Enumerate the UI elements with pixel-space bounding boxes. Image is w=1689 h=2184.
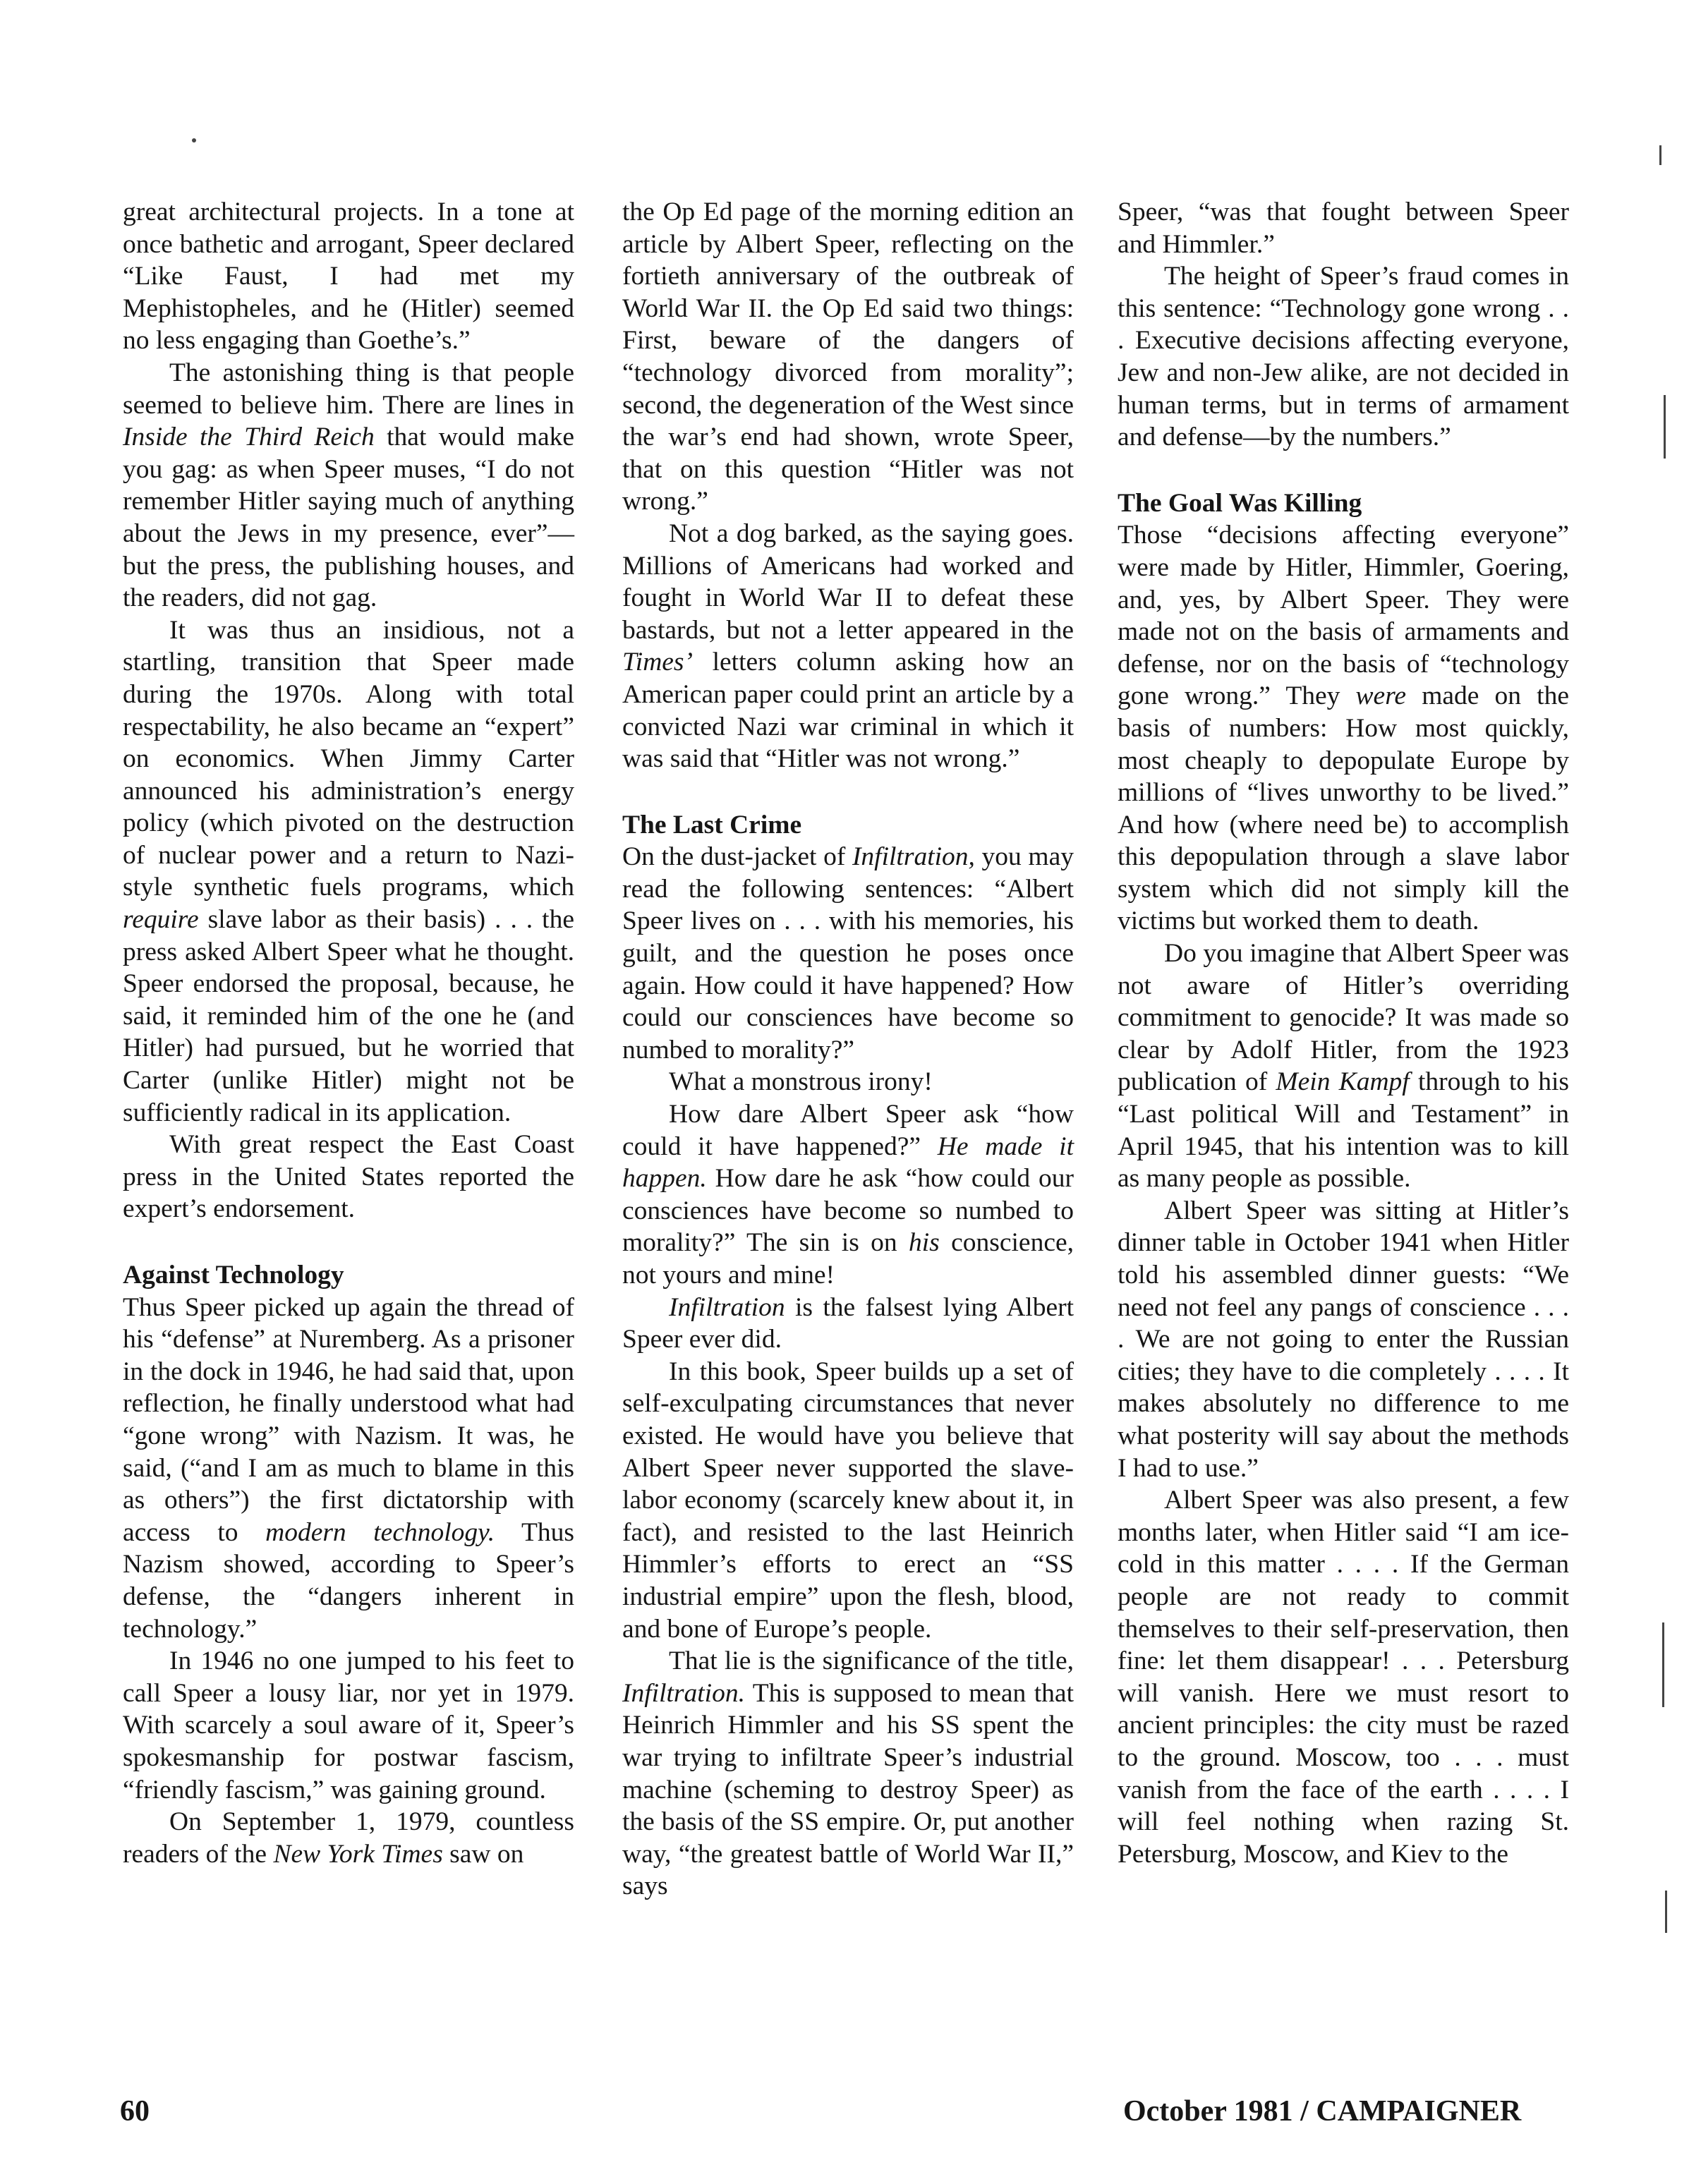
- paragraph: [123, 1129, 574, 1225]
- text-run: The Last Crime: [622, 810, 802, 839]
- text-run: The Goal Was Killing: [1118, 488, 1362, 518]
- text-run: This is supposed to mean that Heinrich Himmler and his SS spent the war trying to infiltrate Speer’s industrial machine (scheming to destroy Speer) as the basis of the SS empire. Or, put another way, “the greatest battle of World War II,” says: [622, 1678, 1074, 1901]
- text-run: How dare Albert Speer ask “how could it have happened?”: [622, 1100, 1074, 1161]
- text-run: Not a dog barked, as the saying goes. Millions of Americans had worked and fought in World War II to defeat these bastards, but not a letter appeared in the: [622, 518, 1074, 645]
- text-run: Do you imagine that Albert Speer was not aware of Hitler’s overriding commitment to genocide? It was made so clear by Adolf Hitler, from the 1923 publication of: [1118, 939, 1569, 1097]
- section-heading: [1118, 487, 1569, 520]
- text-run: conscience, not yours and mine!: [622, 1228, 1074, 1290]
- paragraph: [1118, 1195, 1569, 1484]
- text-column-right: [1118, 196, 1569, 1870]
- text-run: is the falsest lying Albert Speer ever did.: [622, 1292, 1074, 1354]
- text-run: What a monstrous irony!: [669, 1067, 933, 1097]
- paragraph: [622, 841, 1074, 1066]
- text-run: How dare he ask “how could our consciences have become so numbed to morality?” The sin is on: [622, 1164, 1074, 1258]
- text-run: In 1946 no one jumped to his feet to call Speer a lousy liar, nor yet in 1979. With scarcely a soul aware of it, Speer’s spokesmanship for postwar fascism, “friendly fascism,” was gaining ground.: [123, 1646, 574, 1804]
- text-run: Albert Speer was sitting at Hitler’s dinner table in October 1941 when Hitler told his assembled dinner guests: “We need not feel any pangs of conscience . . . . We are not going to enter the Russian cities; they have to die completely . . . . It makes absolutely no difference to me what posterity will say about the methods I had to use.”: [1118, 1196, 1569, 1483]
- paragraph: [622, 1098, 1074, 1292]
- italic-text: Infiltration: [669, 1292, 785, 1322]
- italic-text: Infiltration.: [622, 1678, 745, 1708]
- text-run: Thus Speer picked up again the thread of his “defense” at Nuremberg. As a prisoner in the dock in 1946, he had said that, upon reflection, he finally understood what had “gone wrong” with Nazism. It was, he said, (“and I am as much to blame in this as others”) the first dictatorship with access to: [123, 1292, 574, 1547]
- text-run: The height of Speer’s fraud comes in this sentence: “Technology gone wrong . . . Executive decisions affecting everyone, Jew and non-Jew alike, are not decided in human terms, but in terms of armament and defense—by the numbers.”: [1118, 262, 1569, 452]
- text-run: that would make you gag: as when Speer muses, “I do not remember Hitler saying much of anything about the Jews in my presence, ever”—but the press, the publishing houses, and the readers, did not gag.: [123, 423, 574, 613]
- italic-text: Inside the Third Reich: [123, 423, 375, 452]
- italic-text: New York Times: [273, 1839, 443, 1869]
- text-column-left: [123, 196, 574, 1870]
- text-run: It was thus an insidious, not a startling, transition that Speer made during the 1970s. Along with total respectability, he also became an “expert” on economics. When Jimmy Carter announced his administration’s energy policy (which pivoted on the destruction of nuclear power and a return to Nazi-style synthetic fuels programs, which: [123, 615, 574, 902]
- text-run: great architectural projects. In a tone at once bathetic and arrogant, Speer declared “Like Faust, I had met my Mephistopheles, and he (Hitler) seemed no less engaging than Goethe’s.”: [123, 198, 574, 356]
- text-run: The astonishing thing is that people seemed to believe him. There are lines in: [123, 358, 574, 420]
- section-heading: [123, 1259, 574, 1292]
- paragraph: [1118, 260, 1569, 454]
- italic-text: were: [1355, 681, 1407, 711]
- text-run: Albert Speer was also present, a few months later, when Hitler said “I am ice-cold in this matter . . . . If the German people are not ready to commit themselves to their self-preservation, then fine: let them disappear! . . . Petersburg will vanish. Here we must resort to ancient principles: the city must be razed to the ground. Moscow, too . . . must vanish from the face of the earth . . . . I will feel nothing when razing St. Petersburg, Moscow, and Kiev to the: [1118, 1486, 1569, 1869]
- issue-footer: October 1981 / CAMPAIGNER: [1123, 2095, 1522, 2128]
- text-run: On the dust-jacket of: [622, 842, 852, 872]
- text-run: With great respect the East Coast press in the United States reported the expert’s endorsement.: [123, 1130, 574, 1224]
- italic-text: modern technology.: [265, 1517, 495, 1547]
- paragraph: [1118, 519, 1569, 938]
- text-run: In this book, Speer builds up a set of self-exculpating circumstances that never existed. He would have you believe that Albert Speer never supported the slave-labor economy (scarcely knew about it, in fact), and resisted to the last Heinrich Himmler’s efforts to erect an “SS industrial empire” upon the flesh, blood, and bone of Europe’s people.: [622, 1357, 1074, 1644]
- section-heading: [622, 809, 1074, 842]
- page-number: 60: [120, 2095, 150, 2128]
- italic-text: He made it happen.: [622, 1132, 1074, 1194]
- paragraph: [123, 1806, 574, 1870]
- text-run: the Op Ed page of the morning edition an article by Albert Speer, reflecting on the fortieth anniversary of the outbreak of World War II. the Op Ed said two things: First, beware of the dangers of “technology divorced from morality”; second, the degeneration of the West since the war’s end had shown, wrote Speer, that on this question “Hitler was not wrong.”: [622, 198, 1074, 516]
- italic-text: Infiltration,: [852, 842, 975, 872]
- paragraph: [1118, 196, 1569, 260]
- text-run: made on the basis of numbers: How most quickly, most cheaply to depopulate Europe by millions of “lives unworthy to be lived.” And how (where need be) to accomplish this depopulation through a slave labor system which did not simply kill the victims but worked them to death.: [1118, 681, 1569, 936]
- italic-text: require: [123, 905, 199, 935]
- paragraph: [123, 357, 574, 614]
- text-run: Against Technology: [123, 1261, 344, 1290]
- paragraph: [1118, 1484, 1569, 1870]
- text-run: you may read the following sentences: “Albert Speer lives on . . . with his memories, his guilt, and the question he poses once again. How could it have happened? How could our consciences have become so numbed to morality?”: [622, 842, 1074, 1064]
- paragraph: [622, 1066, 1074, 1098]
- text-run: On September 1, 1979, countless readers of the: [123, 1807, 574, 1869]
- text-run: letters column asking how an American paper could print an article by a convicted Nazi war criminal in which it was said that “Hitler was not wrong.”: [622, 648, 1074, 774]
- text-run: slave labor as their basis) . . . the press asked Albert Speer what he thought. Speer endorsed the proposal, because, he said, it reminded him of the one he (and Hitler) had pursued, but he worried that Carter (unlike Hitler) might not be sufficiently radical in its application.: [123, 905, 574, 1127]
- italic-text: Times’: [622, 648, 694, 677]
- paragraph: [622, 1292, 1074, 1356]
- text-run: That lie is the significance of the title,: [669, 1646, 1074, 1676]
- paragraph: [123, 614, 574, 1129]
- paragraph: [622, 196, 1074, 518]
- text-run: Thus Nazism showed, according to Speer’s defense, the “dangers inherent in technology.”: [123, 1517, 574, 1644]
- paragraph: [1118, 938, 1569, 1195]
- paragraph: [123, 196, 574, 357]
- paragraph: [622, 518, 1074, 775]
- paragraph: [123, 1645, 574, 1806]
- paragraph: [622, 1645, 1074, 1903]
- text-run: Those “decisions affecting everyone” were made by Hitler, Himmler, Goering, and, yes, by Albert Speer. They were made not on the basis of armaments and defense, nor on the basis of “technology gone wrong.” They: [1118, 521, 1569, 711]
- italic-text: his: [909, 1228, 940, 1258]
- text-column-middle: [622, 196, 1074, 1903]
- text-run: through to his “Last political Will and Testament” in April 1945, that his intention was to kill as many people as possible.: [1118, 1067, 1569, 1194]
- paragraph: [622, 1356, 1074, 1645]
- paragraph: [123, 1292, 574, 1646]
- text-run: saw on: [442, 1839, 524, 1869]
- italic-text: Mein Kampf: [1276, 1067, 1410, 1097]
- text-run: Speer, “was that fought between Speer and Himmler.”: [1118, 198, 1569, 259]
